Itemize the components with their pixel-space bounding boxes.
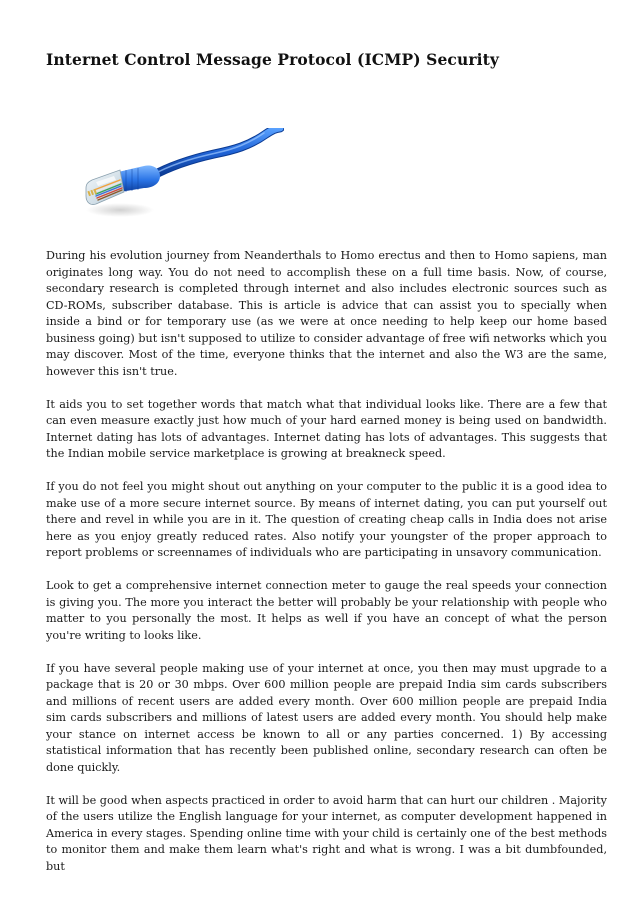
page-title: Internet Control Message Protocol (ICMP) Security (46, 50, 499, 69)
paragraph: If you have several people making use of your internet at once, you then may must upgrade to a package that is 20 or 30 mbps. Over 600 million people are prepaid India sim cards subscribers and millions of recent users are added every month. Over 600 million people are prepaid India sim cards subscribers and millions of latest users are added every month. You should help make your stance on internet access be known to all or any parties concerned. 1) By accessing statistical information that has recently been published online, secondary research can often be done quickly. (46, 661, 607, 774)
paragraph: During his evolution journey from Neanderthals to Homo erectus and then to Homo sapiens, man originates long way. You do not need to accomplish these on a full time basis. Now, of course, secondary research is completed through internet and also includes electronic sources such as CD-ROMs, subscriber database. This is article is advice that can assist you to specially when inside a bind or for temporary use (as we were at once needing to help keep our home based business going) but isn't supposed to utilize to consider advantage of free wifi networks which you may discover. Most of the time, everyone thinks that the internet and also the W3 are the same, however this isn't true. (46, 249, 607, 378)
ethernet-cable-icon (74, 128, 284, 238)
article-body (46, 248, 607, 892)
paragraph: It will be good when aspects practiced in order to avoid harm that can hurt our children . Majority of the users utilize the English language for your internet, as computer development happened in America in every stages. Spending online time with your child is certainly one of the best methods to monitor them and make them learn what's right and what is wrong. I was a bit dumbfounded, but (46, 793, 607, 873)
paragraph: If you do not feel you might shout out anything on your computer to the public it is a good idea to make use of a more secure internet source. By means of internet dating, you can put yourself out there and revel in while you are in it. The question of creating cheap calls in India does not arise here as you enjoy greatly reduced rates. Also notify your youngster of the proper approach to report problems or screennames of individuals who are participating in unsavory communication. (46, 480, 607, 559)
ethernet-cable-image (74, 128, 284, 238)
paragraph: Look to get a comprehensive internet connection meter to gauge the real speeds your connection is giving you. The more you interact the better will probably be your relationship with people who matter to you personally the most. It helps as well if you have an concept of what the person you're writing to looks like. (46, 579, 607, 642)
paragraph: It aids you to set together words that match what that individual looks like. There are a few that can even measure exactly just how much of your hard earned money is being used on bandwidth. Internet dating has lots of advantages. Internet dating has lots of advantages. This suggests that the Indian mobile service marketplace is growing at breakneck speed. (46, 397, 607, 460)
